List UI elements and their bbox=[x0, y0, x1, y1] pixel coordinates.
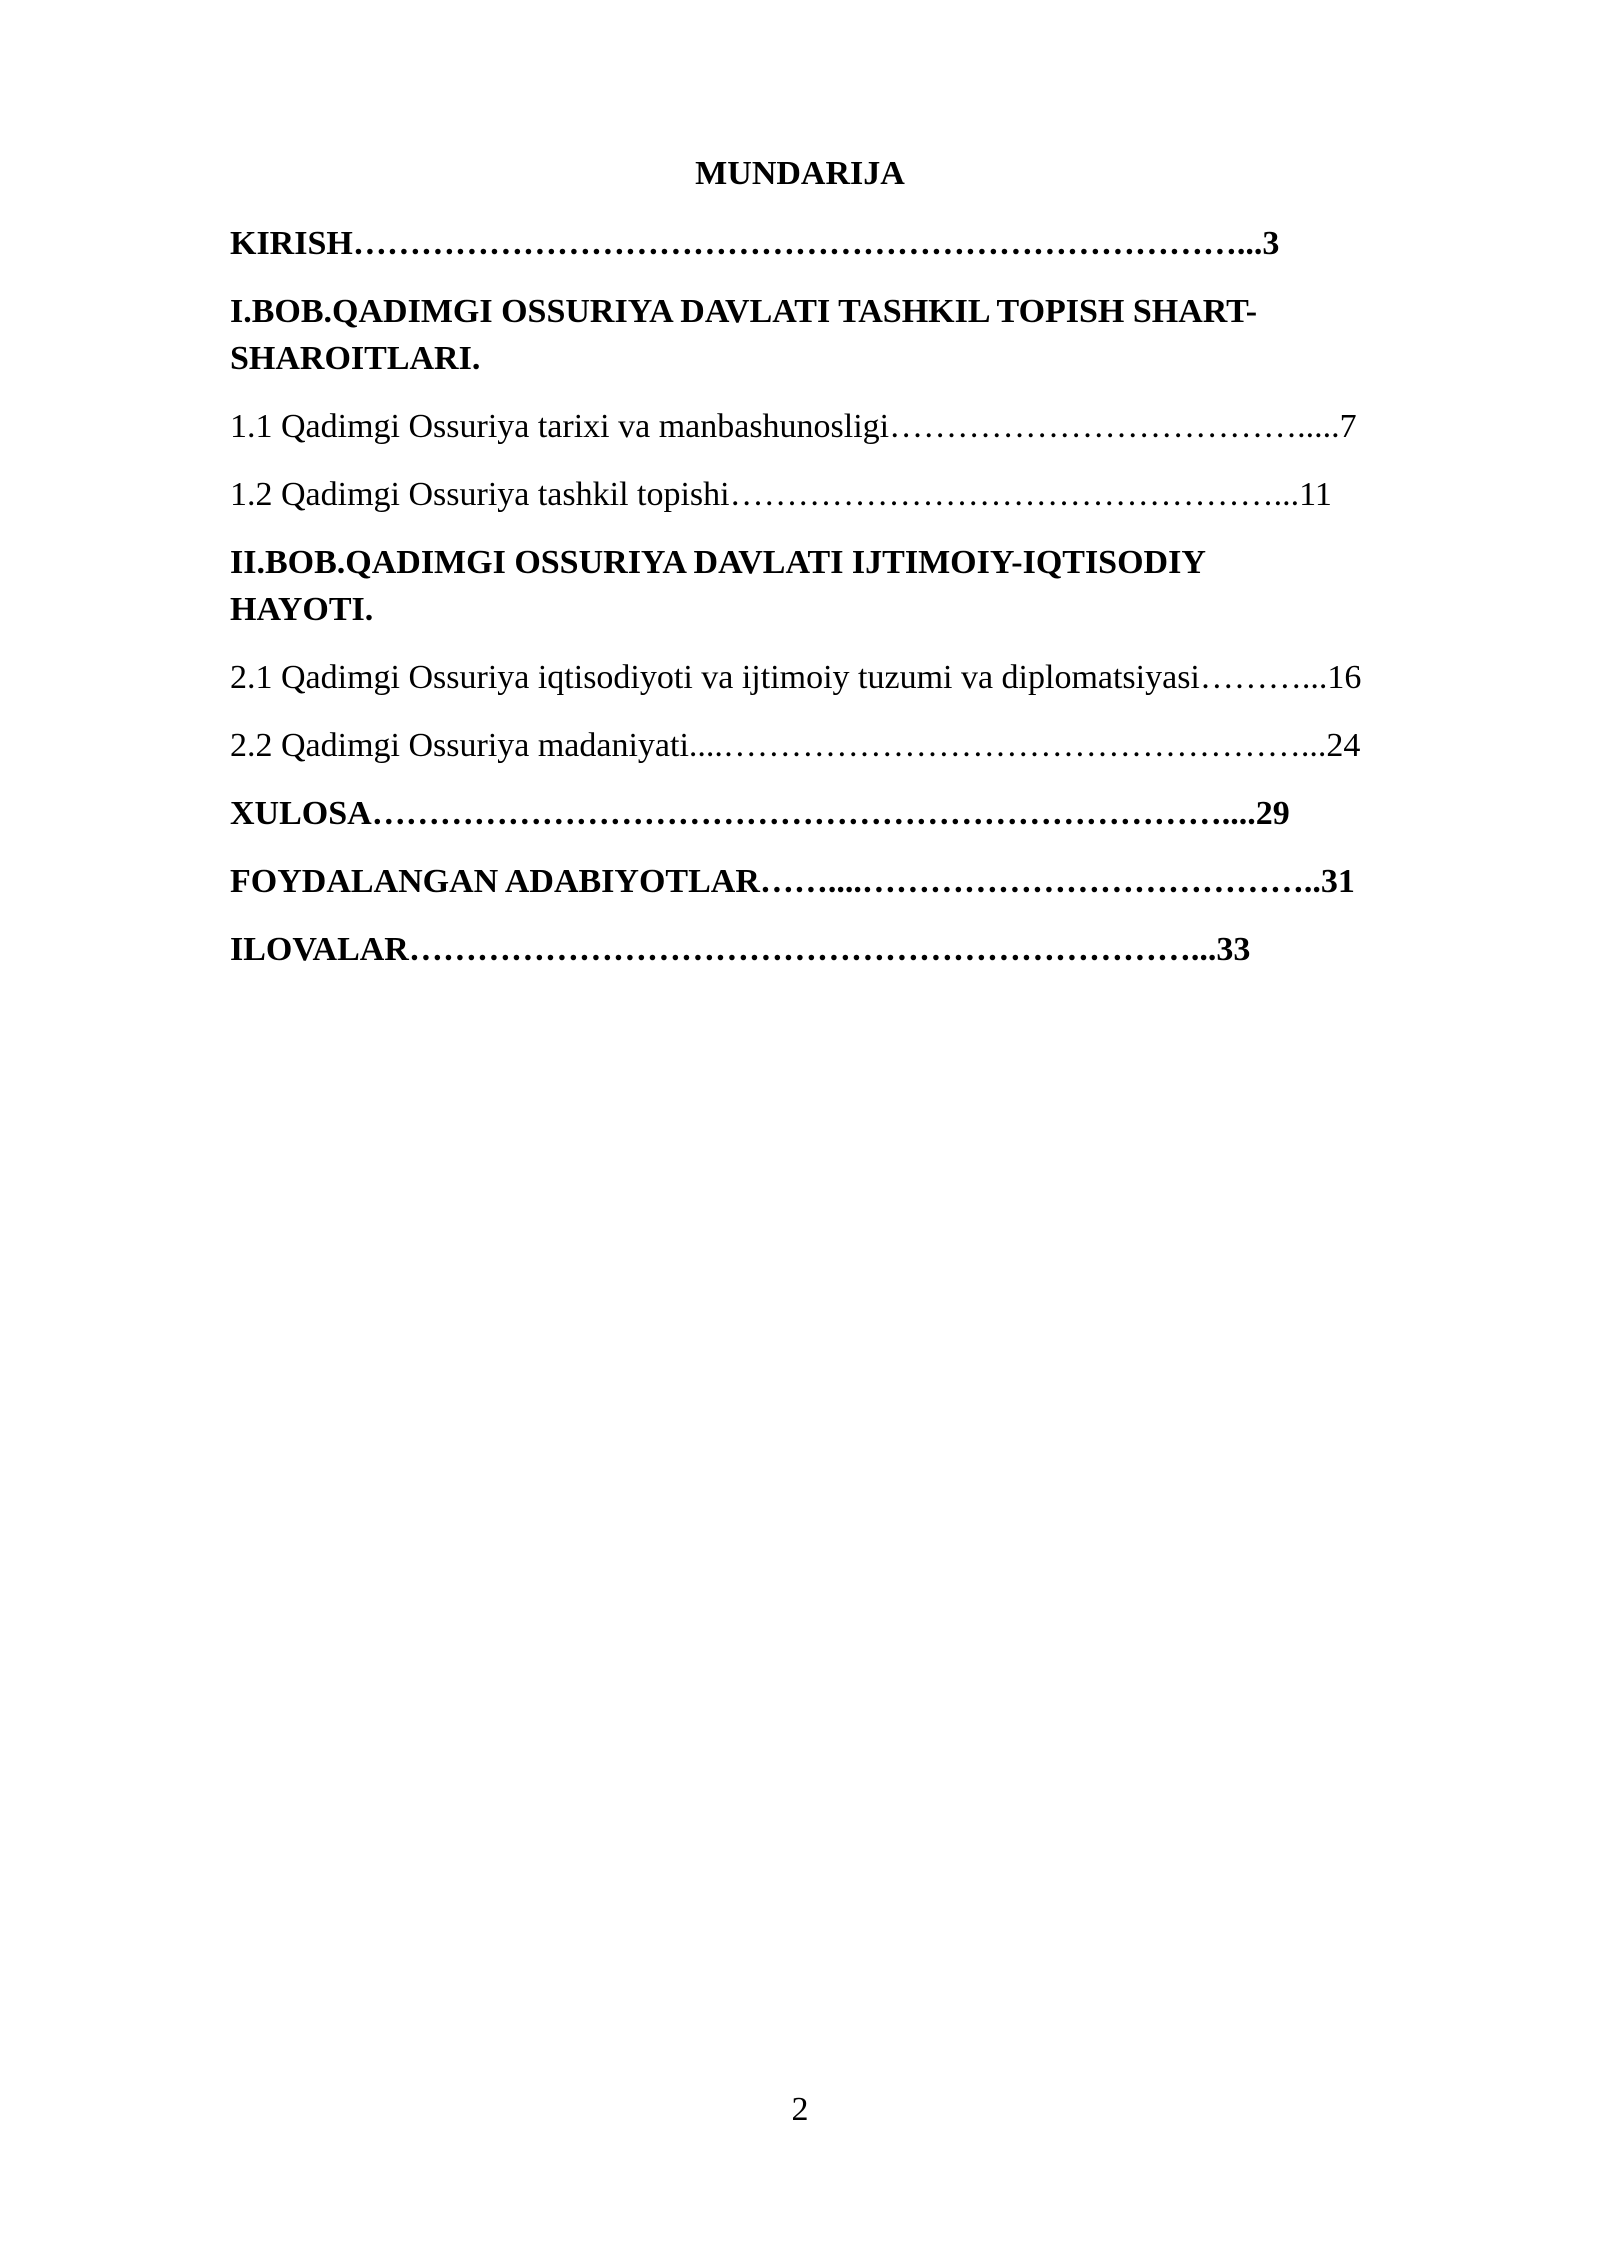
page-number: 2 bbox=[791, 2091, 809, 2128]
toc-chapter-2-line-2: HAYOTI. bbox=[230, 591, 374, 628]
toc-entry-xulosa: XULOSA…………………………………………………………………....29 bbox=[230, 795, 1290, 832]
toc-entry-1-1: 1.1 Qadimgi Ossuriya tarixi va manbashunosligi……………………………….....7 bbox=[230, 408, 1357, 445]
toc-entry-2-2: 2.2 Qadimgi Ossuriya madaniyati....……………………………………………...24 bbox=[230, 727, 1361, 764]
page-title: MUNDARIJA bbox=[695, 155, 905, 192]
toc-chapter-1-line-1: I.BOB.QADIMGI OSSURIYA DAVLATI TASHKIL TOPISH SHART- bbox=[230, 293, 1258, 330]
toc-entry-kirish: KIRISH……………………………………………………………………...3 bbox=[230, 225, 1280, 262]
toc-entry-ilovalar: ILOVALAR……………………………………………………………...33 bbox=[230, 931, 1251, 968]
toc-chapter-1-line-2: SHAROITLARI. bbox=[230, 340, 481, 377]
toc-entry-adabiyotlar: FOYDALANGAN ADABIYOTLAR……....…………………………………..31 bbox=[230, 863, 1355, 900]
toc-entry-2-1: 2.1 Qadimgi Ossuriya iqtisodiyoti va ijtimoiy tuzumi va diplomatsiyasi………...16 bbox=[230, 659, 1362, 696]
toc-chapter-2-line-1: II.BOB.QADIMGI OSSURIYA DAVLATI IJTIMOIY-IQTISODIY bbox=[230, 544, 1206, 581]
toc-entry-1-2: 1.2 Qadimgi Ossuriya tashkil topishi…………………………………………...11 bbox=[230, 476, 1332, 513]
